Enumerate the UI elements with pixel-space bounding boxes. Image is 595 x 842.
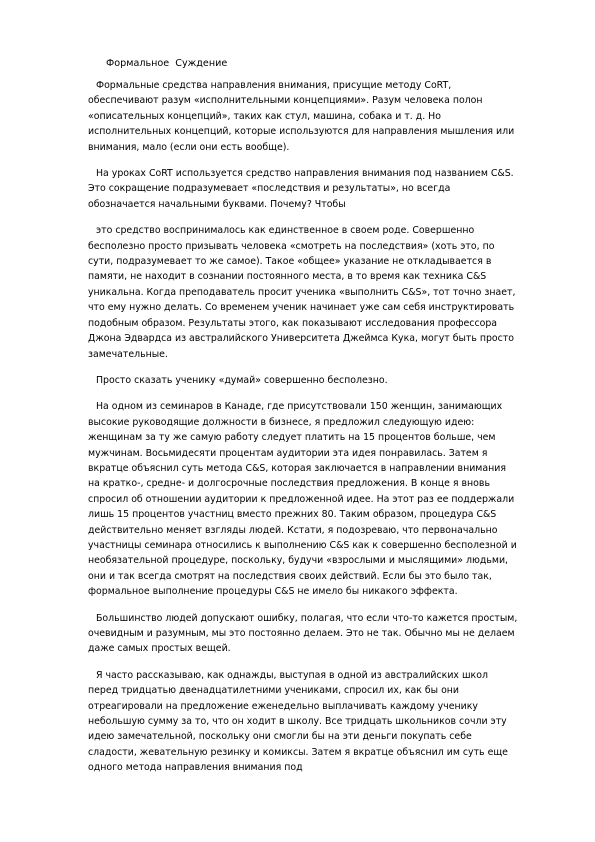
paragraph: Формальные средства направления внимания, присущие методу CoRT, обеспечивают разум «исполнительными концепциями». Разум человека полон «описательных концепций», таких как стул, машина, собака и т. д. Но исполнительных концепций, которые используются для направления мышления или внимания, мало (если они есть вообще). [88,80,515,153]
paragraph: На одном из семинаров в Канаде, где присутствовали 150 женщин, занимающих высокие руководящие должности в бизнесе, я предложил следующую идею: женщинам за ту же самую работу следует платить на 15 процентов больше, чем мужчинам. Восьмидесяти процентам аудитории эта идея понравилась. Затем я вкратце объяснил суть метода C&S, которая заключается в направлении внимания на кратко-, средне- и долгосрочные последствия предложения. В конце я вновь спросил об отношении аудитории к предложенной идее. На этот раз ее поддержали лишь 15 процентов участниц вместо прежних 80. Таким образом, процедура C&S действительно меняет взгляды людей. Кстати, я подозреваю, что первоначально участницы семинара относились к выполнению C&S как к совершенно бесполезной и необязательной процедуре, поскольку, будучи «взрослыми и мыслящими» людьми, они и так всегда смотрят на последствия своих действий. Если бы это было так, формальное выполнение процедуры C&S не имело бы никакого эффекта. [88,401,517,598]
paragraph: Я часто рассказываю, как однажды, выступая в одной из австралийских школ перед тридцатью двенадцатилетними учениками, спросил их, как бы они отреагировали на предложение еженедельно выплачивать каждому ученику небольшую сумму за то, что он ходит в школу. Все тридцать школьников сочли эту идею замечательной, поскольку они смогли бы на эти деньги покупать себе сладости, жевательную резинку и комиксы. Затем я вкратце объяснил им суть еще одного метода направления внимания под [88,669,508,774]
paragraph: Просто сказать ученику «думай» совершенно бесполезно. [96,374,388,386]
document-title: Формальное Суждение [106,58,228,69]
paragraph: Большинство людей допускают ошибку, полагая, что если что-то кажется простым, очевидным и разумным, мы это постоянно делаем. Это не так. Обычно мы не делаем даже самых простых вещей. [88,612,518,655]
paragraph: это средство воспринималось как единственное в своем роде. Совершенно бесполезно просто призывать человека «смотреть на последствия» (хоть это, по сути, подразумевает то же самое). Такое «общее» указание не откладывается в памяти, не находит в сознании постоянного места, в то время как техника C&S уникальна. Когда преподаватель просит ученика «выполнить C&S», тот точно знает, что ему нужно делать. Со временем ученик начинает уже сам себя инструктировать подобным образом. Результаты этого, как показывают исследования профессора Джона Эдвардса из австралийского Университета Джеймса Кука, могут быть просто замечательные. [88,225,516,360]
paragraph: На уроках CoRT используется средство направления внимания под названием C&S. Это сокращение подразумевает «последствия и результаты», но всегда обозначается начальными буквами. Почему? Чтобы [88,168,514,210]
document-page [88,56,520,776]
